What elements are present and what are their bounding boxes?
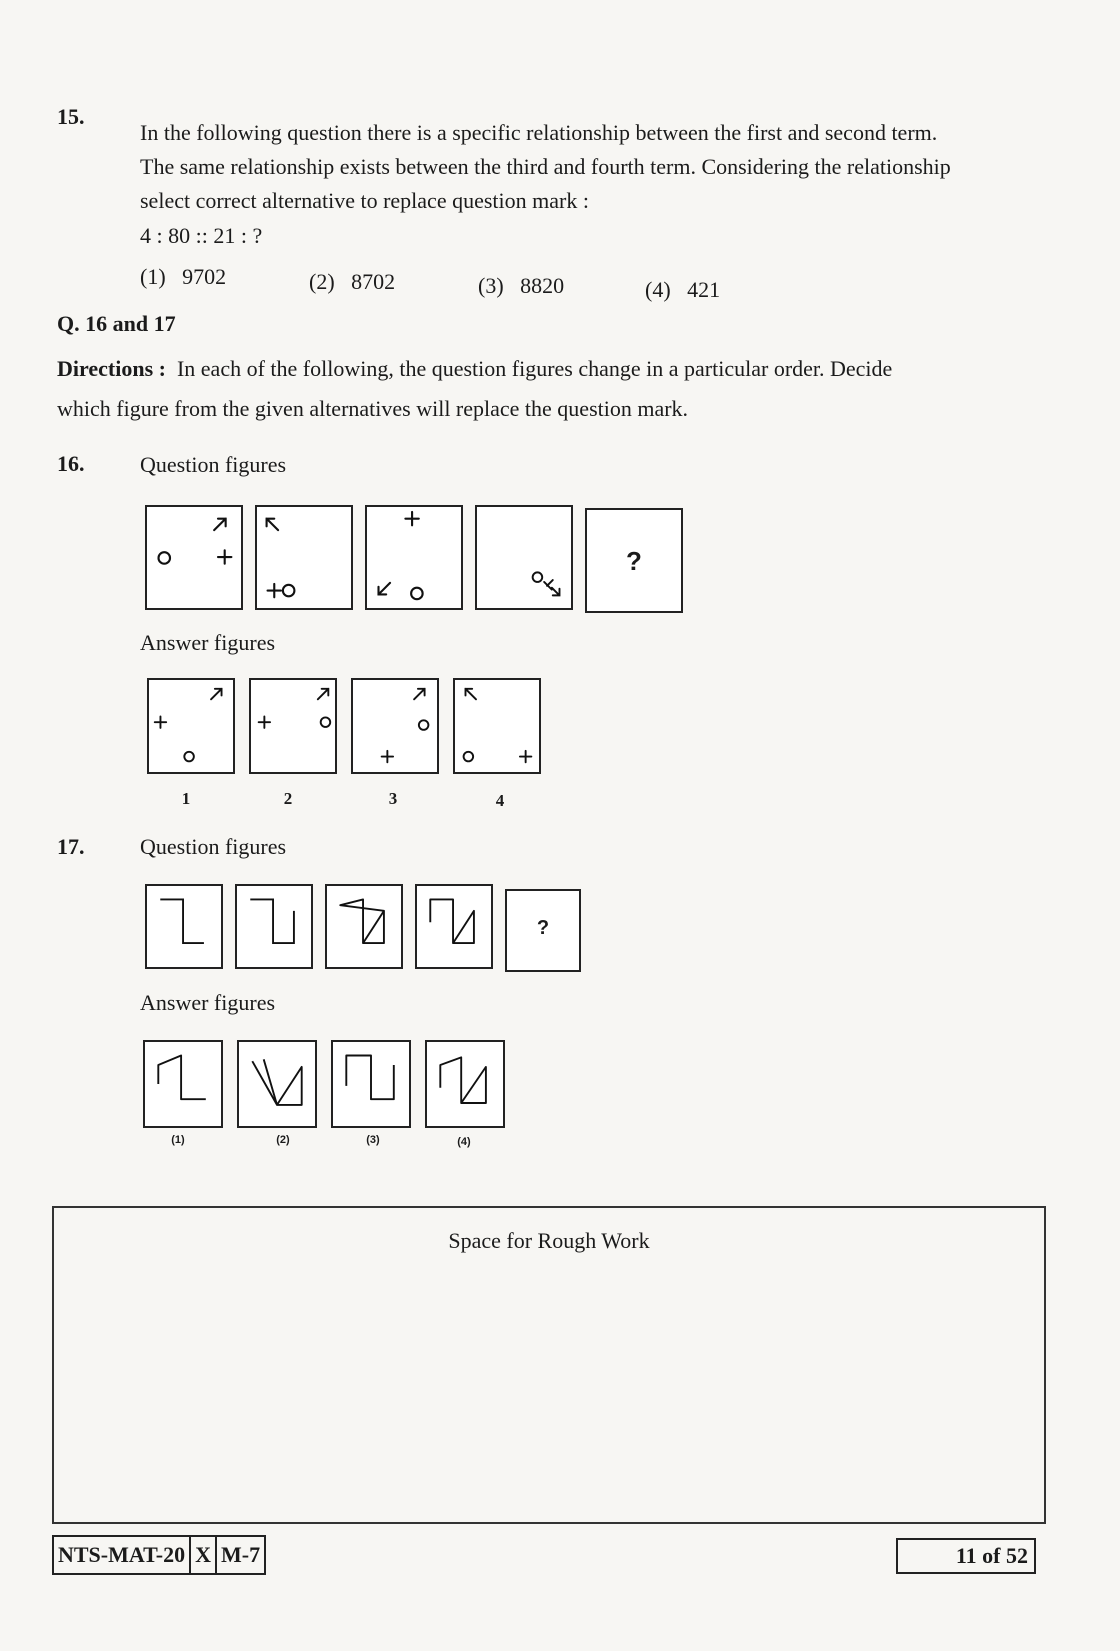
q15-option-1[interactable]: (1) 9702	[140, 264, 227, 289]
q17-question-figure-5	[505, 889, 581, 972]
rough-work-label: Space for Rough Work	[448, 1228, 650, 1253]
q17-question-figures-label: Question figures	[140, 834, 287, 859]
q16-answer-figure-4[interactable]	[453, 678, 541, 774]
q17-answer-figure-3[interactable]	[331, 1040, 411, 1128]
question-15-text-line3: select correct alternative to replace question mark :	[140, 188, 589, 213]
question-mark: ?	[626, 546, 642, 576]
q17-answer-figures-label: Answer figures	[140, 990, 276, 1015]
q16-question-figure-4	[475, 505, 573, 610]
q16-question-figure-2	[255, 505, 353, 610]
q17-answer-number-4: (4)	[457, 1136, 471, 1148]
directions-text-line1: In each of the following, the question figures change in a particular order. Decide	[176, 356, 893, 381]
q17-answer-figure-1[interactable]	[143, 1040, 223, 1128]
rough-work-area[interactable]	[52, 1206, 1046, 1524]
q16-question-figure-1	[145, 505, 243, 610]
q15-option-2[interactable]: (2) 8702	[309, 269, 396, 294]
question-15-text-line2: The same relationship exists between the third and fourth term. Considering the relationship	[140, 154, 951, 179]
question-15-analogy: 4 : 80 :: 21 : ?	[140, 223, 263, 248]
question-number-17: 17.	[57, 834, 85, 859]
question-15-text-line1: In the following question there is a specific relationship between the first and second term.	[140, 120, 938, 145]
footer-class: X	[191, 1537, 217, 1573]
q17-question-figure-1	[145, 884, 223, 969]
q15-option-3[interactable]: (3) 8820	[478, 273, 565, 298]
q16-question-figure-3	[365, 505, 463, 610]
section-header-q16-17: Q. 16 and 17	[57, 311, 176, 336]
q16-answer-number-1: 1	[181, 789, 191, 808]
directions-label: Directions :	[57, 356, 166, 381]
q16-answer-number-2: 2	[283, 789, 293, 808]
q16-answer-figure-2[interactable]	[249, 678, 337, 774]
page-number-text: 11 of 52	[955, 1543, 1028, 1568]
q16-answer-number-4: 4	[495, 791, 505, 810]
q17-answer-number-3: (3)	[366, 1134, 380, 1146]
q17-answer-figure-2[interactable]	[237, 1040, 317, 1128]
directions-text-line2: which figure from the given alternatives will replace the question mark.	[57, 396, 689, 421]
q17-answer-number-2: (2)	[276, 1134, 290, 1146]
footer-set: M-7	[221, 1542, 261, 1567]
footer-code: NTS-MAT-20	[54, 1537, 191, 1573]
q17-question-figure-2	[235, 884, 313, 969]
q16-answer-figure-1[interactable]	[147, 678, 235, 774]
q16-answer-number-3: 3	[388, 789, 398, 808]
q17-answer-figure-4[interactable]	[425, 1040, 505, 1128]
footer-paper-code	[52, 1535, 266, 1575]
q17-question-figure-4	[415, 884, 493, 969]
q17-answer-number-1: (1)	[171, 1134, 185, 1146]
q16-answer-figure-3[interactable]	[351, 678, 439, 774]
directions-line1	[57, 352, 892, 386]
question-number-16: 16.	[57, 451, 85, 476]
question-mark: ?	[536, 917, 550, 939]
q17-question-figure-3	[325, 884, 403, 969]
q16-answer-figures-label: Answer figures	[140, 630, 276, 655]
q15-option-4[interactable]: (4) 421	[645, 277, 721, 302]
question-number-15: 15.	[57, 104, 85, 129]
q16-question-figures-label: Question figures	[140, 452, 287, 477]
q16-question-figure-5	[585, 508, 683, 613]
footer-page-number	[896, 1538, 1036, 1574]
